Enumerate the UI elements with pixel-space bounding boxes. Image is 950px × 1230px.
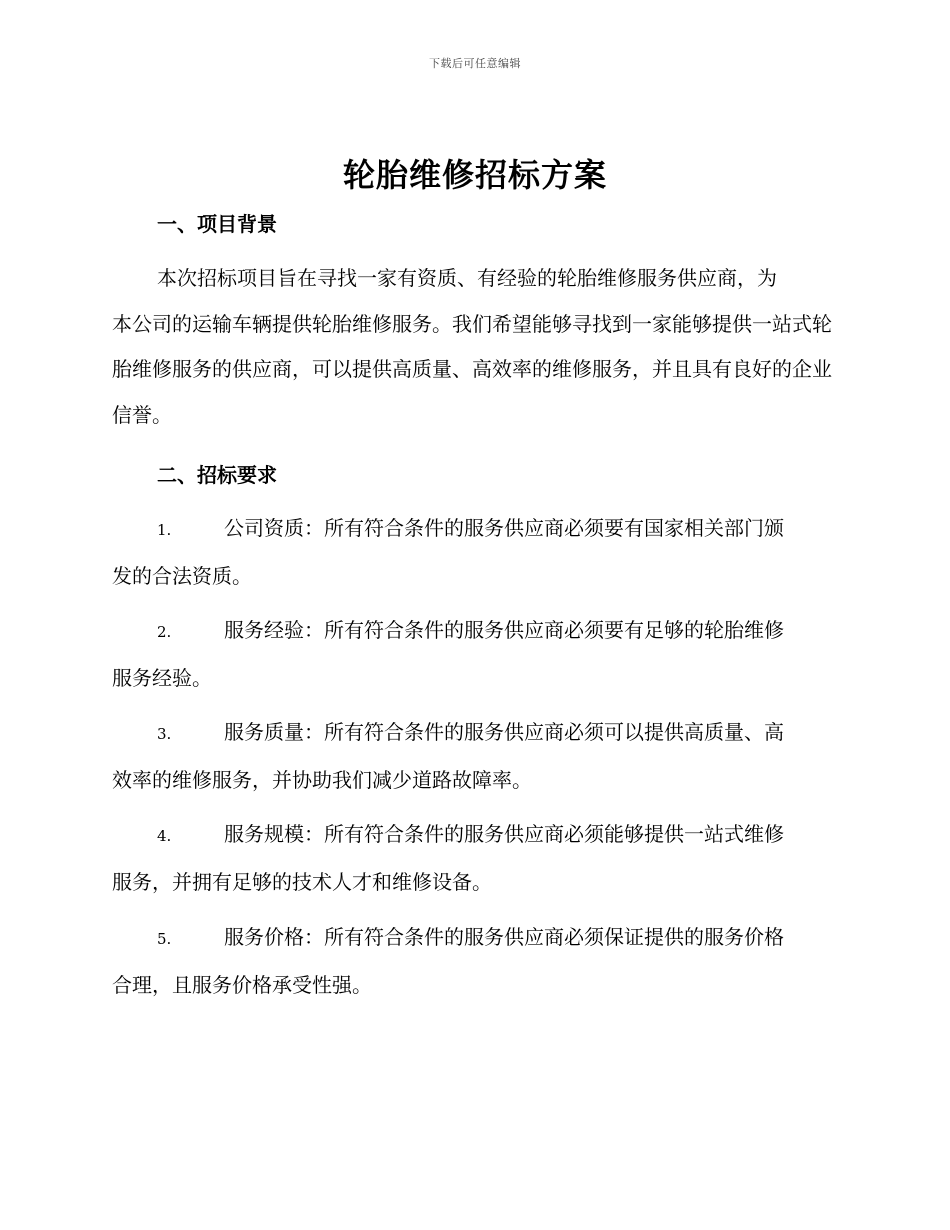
item-text-line2: 服务，并拥有足够的技术人才和维修设备。: [112, 869, 492, 894]
section-heading-requirements: 二、招标要求: [157, 463, 277, 487]
body-first-line: 本次招标项目旨在寻找一家有资质、有经验的轮胎维修服务供应商，为: [157, 266, 777, 290]
item-number: 4.: [157, 827, 172, 845]
document-title: 轮胎维修招标方案: [342, 156, 607, 194]
section-body-background: [112, 256, 832, 438]
item-text-line2: 服务经验。: [112, 665, 212, 690]
body-continuation: 本公司的运输车辆提供轮胎维修服务。我们希望能够寻找到一家能够提供一站式轮胎维修服务的供应商，可以提供高质量、高效率的维修服务，并且具有良好的企业信誉。: [112, 311, 832, 427]
item-text-line1: 公司资质：所有符合条件的服务供应商必须要有国家相关部门颁: [224, 516, 784, 540]
item-text-line2: 合理，且服务价格承受性强。: [112, 972, 372, 997]
requirement-item: [112, 812, 832, 905]
item-number: 3.: [157, 725, 172, 743]
item-text-line1: 服务价格：所有符合条件的服务供应商必须保证提供的服务价格: [224, 925, 784, 949]
section-heading-background: 一、项目背景: [157, 212, 277, 236]
item-text-line1: 服务质量：所有符合条件的服务供应商必须可以提供高质量、高: [224, 720, 784, 744]
item-text-line1: 服务规模：所有符合条件的服务供应商必须能够提供一站式维修: [224, 822, 784, 846]
page-header-note: 下载后可任意编辑: [429, 57, 521, 70]
item-text-line2: 效率的维修服务，并协助我们减少道路故障率。: [112, 767, 532, 792]
item-text-line2: 发的合法资质。: [112, 563, 252, 588]
item-number: 1.: [157, 521, 172, 539]
requirement-item: [112, 506, 832, 599]
item-number: 2.: [157, 623, 172, 641]
item-number: 5.: [157, 930, 172, 948]
requirement-item: [112, 915, 832, 1008]
requirement-item: [112, 710, 832, 803]
requirement-item: [112, 608, 832, 701]
item-text-line1: 服务经验：所有符合条件的服务供应商必须要有足够的轮胎维修: [224, 618, 784, 642]
